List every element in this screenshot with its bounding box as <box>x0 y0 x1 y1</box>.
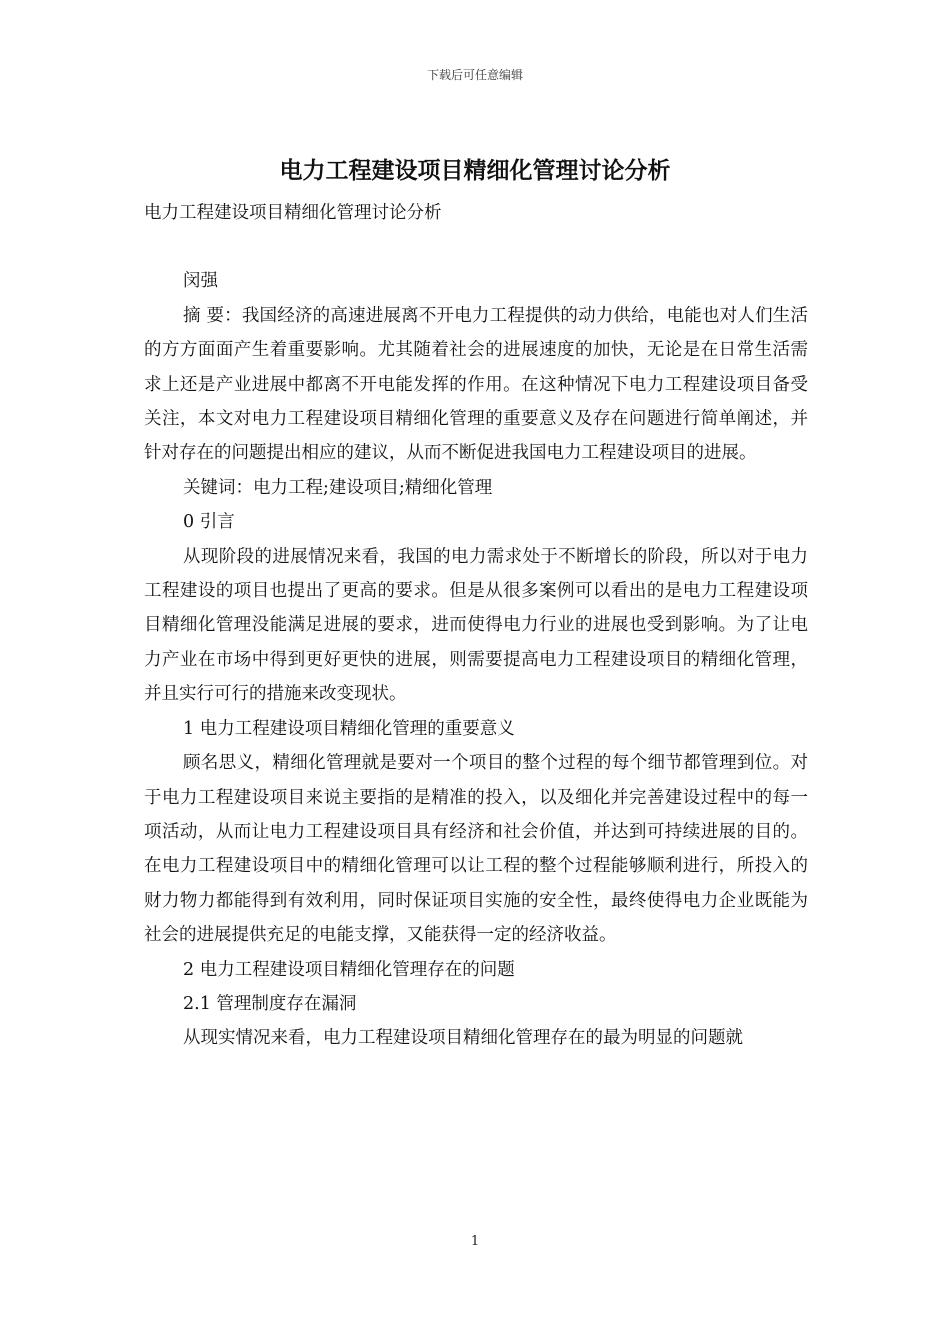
keywords-line: 关键词：电力工程;建设项目;精细化管理 <box>183 477 493 498</box>
body-paragraph: 从现实情况来看，电力工程建设项目精细化管理存在的最为明显的问题就 <box>183 1028 743 1049</box>
header-note: 下载后可任意编辑 <box>426 68 523 82</box>
blank-line <box>144 230 808 264</box>
document-subtitle: 电力工程建设项目精细化管理讨论分析 <box>144 203 442 223</box>
subsection-heading-2-1: 2.1 管理制度存在漏洞 <box>183 993 357 1014</box>
document-body <box>144 196 808 1056</box>
document-title: 电力工程建设项目精细化管理讨论分析 <box>279 158 671 184</box>
abstract-paragraph: 摘 要：我国经济的高速进展离不开电力工程提供的动力供给，电能也对人们生活的方方面面产生着重要影响。尤其随着社会的进展速度的加快，无论是在日常生活需求上还是产业进展中都离不开电能发挥的作用。在这种情况下电力工程建设项目备受关注，本文对电力工程建设项目精细化管理的重要意义及存在问题进行简单阐述，并针对存在的问题提出相应的建议，从而不断促进我国电力工程建设项目的进展。 <box>144 305 808 464</box>
section-heading-2: 2 电力工程建设项目精细化管理存在的问题 <box>183 959 515 980</box>
page-number: 1 <box>470 1234 480 1249</box>
section-heading-1: 1 电力工程建设项目精细化管理的重要意义 <box>183 718 515 739</box>
body-paragraph: 从现阶段的进展情况来看，我国的电力需求处于不断增长的阶段，所以对于电力工程建设的项目也提出了更高的要求。但是从很多案例可以看出的是电力工程建设项目精细化管理没能满足进展的要求，进而使得电力行业的进展也受到影响。为了让电力产业在市场中得到更好更快的进展，则需要提高电力工程建设项目的精细化管理，并且实行可行的措施来改变现状。 <box>144 546 808 705</box>
section-heading-0: 0 引言 <box>183 512 235 533</box>
body-paragraph: 顾名思义，精细化管理就是要对一个项目的整个过程的每个细节都管理到位。对于电力工程建设项目来说主要指的是精准的投入，以及细化并完善建设过程中的每一项活动，从而让电力工程建设项目具有经济和社会价值，并达到可持续进展的目的。在电力工程建设项目中的精细化管理可以让工程的整个过程能够顺利进行，所投入的财力物力都能得到有效利用，同时保证项目实施的安全性，最终使得电力企业既能为社会的进展提供充足的电能支撑，又能获得一定的经济收益。 <box>144 753 808 946</box>
author-name: 闵强 <box>183 271 218 292</box>
